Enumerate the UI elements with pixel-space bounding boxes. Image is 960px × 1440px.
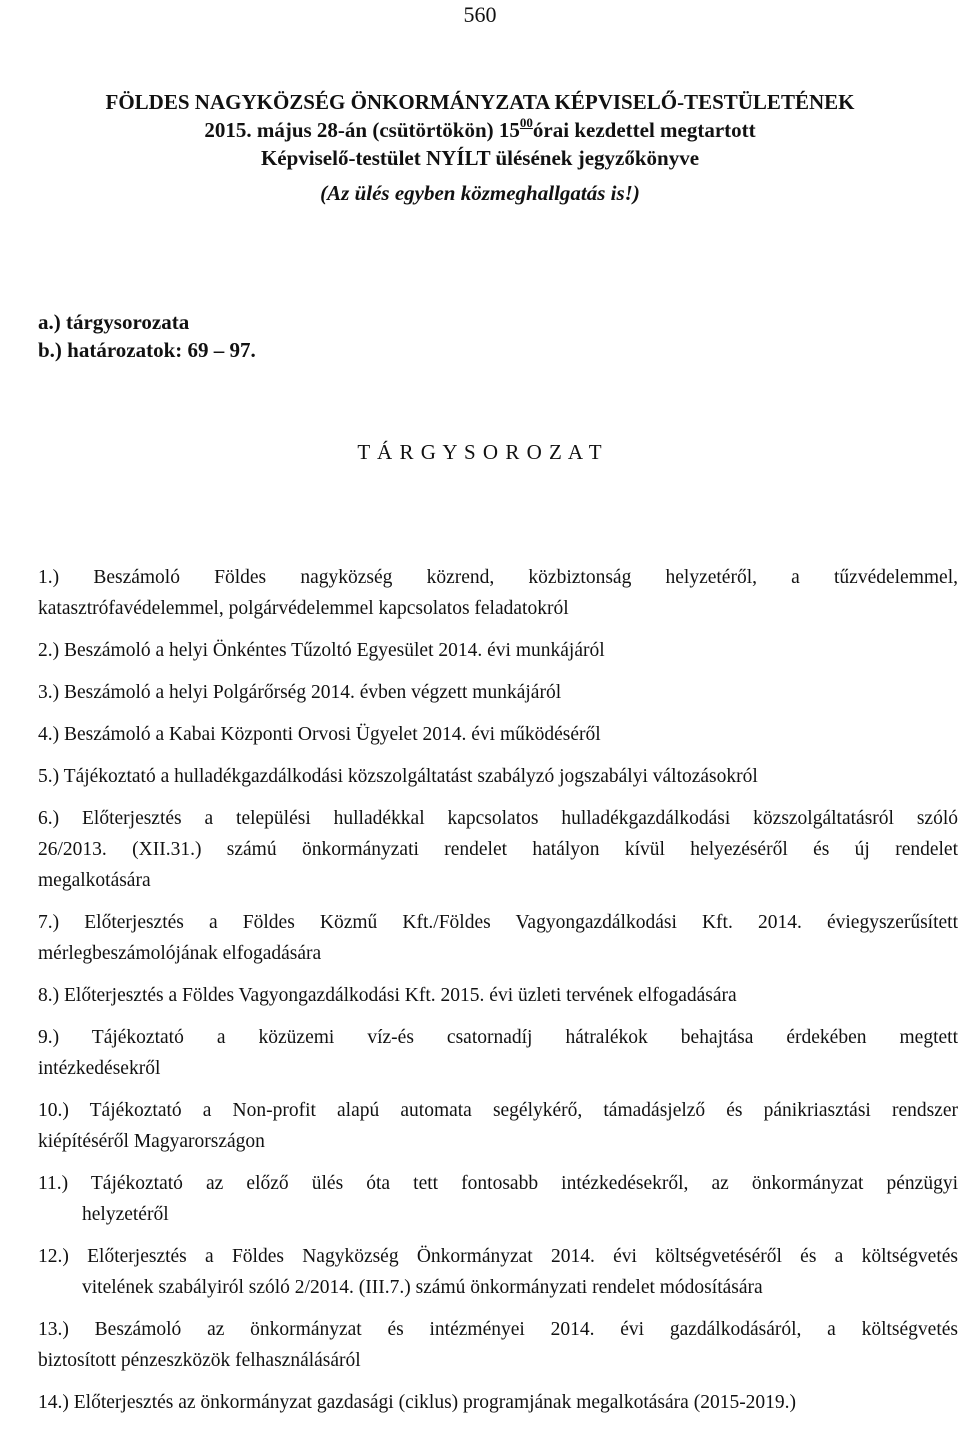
- title-line-2: [0, 116, 960, 144]
- page-number: 560: [463, 2, 497, 27]
- agenda-item-number: 11.): [38, 1173, 91, 1194]
- agenda-item-number: 4.): [38, 724, 64, 745]
- agenda-item-text: 26/2013. (XII.31.) számú önkormányzati rendelet hatályon kívül helyezéséről és új rendelet: [38, 839, 958, 860]
- contents-item-b: b.) határozatok: 69 – 97.: [38, 338, 256, 362]
- agenda-item-line: [38, 1022, 958, 1053]
- agenda-item-line: [38, 562, 958, 593]
- agenda-item-text: Beszámoló a Kabai Központi Orvosi Ügyelet 2014. évi működéséről: [64, 724, 601, 745]
- agenda-item: [38, 1022, 958, 1084]
- agenda-item-number: 5.): [38, 766, 64, 787]
- agenda-item-text: katasztrófavédelemmel, polgárvédelemmel kapcsolatos feladatokról: [38, 598, 569, 619]
- agenda-item-line: [38, 980, 958, 1011]
- title-subtitle: (Az ülés egyben közmeghallgatás is!): [320, 181, 640, 205]
- agenda-item-line: [38, 719, 958, 750]
- agenda-item-text: biztosított pénzeszközök felhasználásáról: [38, 1350, 361, 1371]
- agenda-item-line: [38, 1241, 958, 1272]
- agenda-item-number: 13.): [38, 1319, 95, 1340]
- agenda-item-text: Tájékoztató a hulladékgazdálkodási közszolgáltatást szabályzó jogszabályi változásokról: [63, 766, 758, 787]
- agenda-item: [38, 635, 958, 666]
- agenda-item-text: Beszámoló a helyi Polgárőrség 2014. évben végzett munkájáról: [64, 682, 562, 703]
- contents-item-a: a.) tárgysorozata: [38, 310, 190, 334]
- agenda-item-text: vitelének szabályiról szóló 2/2014. (III.7.) számú önkormányzati rendelet módosítására: [82, 1277, 763, 1298]
- agenda-item-text: helyzetéről: [82, 1204, 169, 1225]
- agenda-item-text: Előterjesztés a Földes Vagyongazdálkodási Kft. 2015. évi üzleti tervének elfogadására: [64, 985, 737, 1006]
- agenda-item: [38, 677, 958, 708]
- agenda-item-text: Tájékoztató a közüzemi víz-és csatornadíj hátralékok behajtása érdekében megtett: [91, 1027, 958, 1048]
- agenda-item-line: [38, 907, 958, 938]
- title-line-2-end: órai kezdettel megtartott: [532, 118, 756, 142]
- agenda-item-text: kiépítéséről Magyarországon: [38, 1131, 265, 1152]
- agenda-item-line: [38, 803, 958, 834]
- agenda-item-number: 8.): [38, 985, 64, 1006]
- agenda-item-text: Beszámoló az önkormányzat és intézményei 2014. évi gazdálkodásáról, a költségvetés: [94, 1319, 958, 1340]
- agenda-item-number: 7.): [38, 912, 85, 933]
- agenda-item-number: 14.): [38, 1392, 74, 1413]
- agenda-item-line: [38, 1095, 958, 1126]
- document-title: [0, 88, 960, 207]
- agenda-item-text: Előterjesztés a Földes Nagyközség Önkormányzat 2014. évi költségvetéséről és a költségvetés: [87, 1246, 958, 1267]
- agenda-item-line: [38, 1053, 958, 1084]
- contents-list: [38, 308, 256, 364]
- agenda-item-text: megalkotására: [38, 870, 151, 891]
- agenda-item: [38, 1168, 958, 1230]
- title-line-3: Képviselő-testület NYÍLT ülésének jegyzőkönyve: [260, 146, 700, 170]
- agenda-item-line: [38, 1314, 958, 1345]
- agenda-item-text: mérlegbeszámolójának elfogadására: [38, 943, 322, 964]
- agenda-item-text: intézkedésekről: [38, 1058, 161, 1079]
- agenda-item-line: [38, 677, 958, 708]
- agenda-item-text: Tájékoztató az előző ülés óta tett fontosabb intézkedésekről, az önkormányzat pénzügyi: [90, 1173, 959, 1194]
- agenda-list: [38, 562, 958, 1418]
- agenda-item-line: [38, 635, 958, 666]
- agenda-item-number: 1.): [38, 567, 94, 588]
- agenda-item-number: 12.): [38, 1246, 88, 1267]
- agenda-item-line: [38, 1126, 958, 1157]
- agenda-item-number: 2.): [38, 640, 64, 661]
- agenda-item-line: [38, 1168, 958, 1199]
- agenda-heading: T Á R G Y S O R O Z A T: [357, 440, 603, 464]
- agenda-item-text: Beszámoló Földes nagyközség közrend, közbiztonság helyzetéről, a tűzvédelemmel,: [93, 567, 958, 588]
- agenda-item: [38, 1314, 958, 1376]
- agenda-item: [38, 719, 958, 750]
- agenda-item-line: [38, 1387, 958, 1418]
- agenda-item-line: [38, 1345, 958, 1376]
- agenda-item: [38, 761, 958, 792]
- agenda-item-text: Előterjesztés a települési hulladékkal kapcsolatos hulladékgazdálkodási közszolgáltatásról szóló: [82, 808, 958, 829]
- agenda-item-number: 3.): [38, 682, 64, 703]
- title-line-1: FÖLDES NAGYKÖZSÉG ÖNKORMÁNYZATA KÉPVISELŐ-TESTÜLETÉNEK: [105, 90, 855, 114]
- title-time-superscript: 00: [519, 115, 533, 130]
- agenda-item-text: Előterjesztés az önkormányzat gazdasági (ciklus) programjának megalkotására (2015-2019.): [73, 1392, 797, 1413]
- agenda-item-line: [38, 865, 958, 896]
- agenda-item-number: 6.): [38, 808, 82, 829]
- agenda-item-text: Tájékoztató a Non-profit alapú automata segélykérő, támadásjelző és pánikriasztási rendszer: [89, 1100, 958, 1121]
- agenda-item-text: Előterjesztés a Földes Közmű Kft./Földes Vagyongazdálkodási Kft. 2014. éviegyszerűsített: [84, 912, 959, 933]
- agenda-item: [38, 980, 958, 1011]
- agenda-item: [38, 562, 958, 624]
- agenda-item-line: [38, 1199, 958, 1230]
- agenda-item-line: [38, 834, 958, 865]
- agenda-item-number: 9.): [38, 1027, 92, 1048]
- agenda-item-line: [38, 593, 958, 624]
- agenda-item-line: [38, 1272, 958, 1303]
- agenda-item: [38, 907, 958, 969]
- agenda-item: [38, 1241, 958, 1303]
- agenda-item: [38, 803, 958, 896]
- agenda-item-number: 10.): [38, 1100, 90, 1121]
- agenda-item-line: [38, 938, 958, 969]
- agenda-item: [38, 1095, 958, 1157]
- agenda-item-text: Beszámoló a helyi Önkéntes Tűzoltó Egyesület 2014. évi munkájáról: [64, 640, 605, 661]
- agenda-item: [38, 1387, 958, 1418]
- agenda-item-line: [38, 761, 958, 792]
- title-line-2-start: 2015. május 28-án (csütörtökön) 15: [204, 118, 520, 142]
